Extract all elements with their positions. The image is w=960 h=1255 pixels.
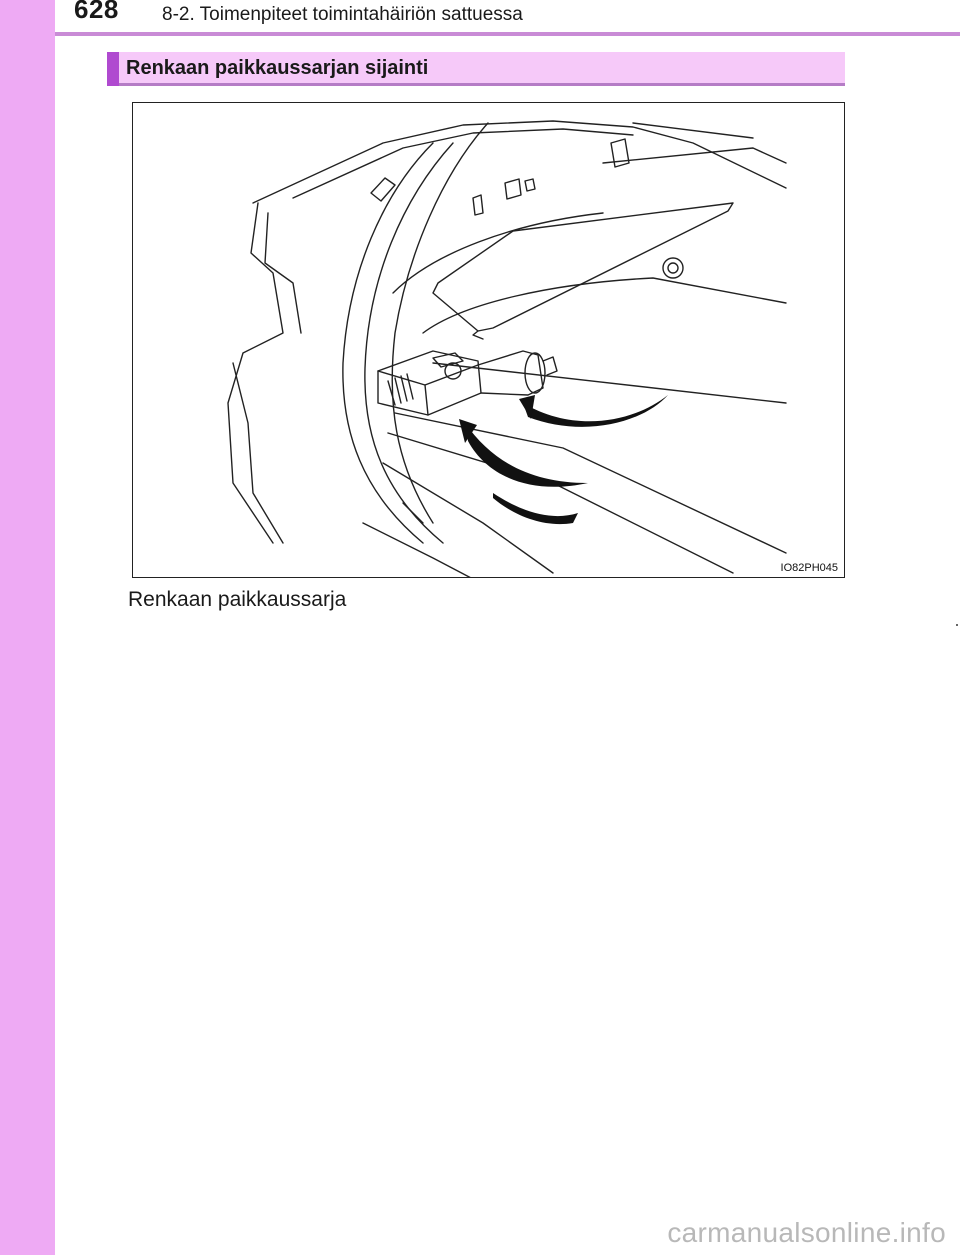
heading-text: Renkaan paikkaussarjan sijainti [126, 57, 429, 79]
side-color-band [0, 0, 55, 1255]
figure-caption: Renkaan paikkaussarja [128, 588, 347, 611]
stray-mark [956, 624, 958, 626]
section-title: 8-2. Toimenpiteet toimintahäiriön sattuessa [162, 4, 523, 25]
figure-illustration [132, 102, 845, 578]
header-rule [55, 32, 960, 36]
heading-accent [107, 52, 119, 86]
figure-code: IO82PH045 [780, 562, 838, 574]
trunk-illustration [133, 103, 845, 578]
watermark: carmanualsonline.info [667, 1217, 946, 1248]
page-number: 628 [74, 0, 119, 24]
